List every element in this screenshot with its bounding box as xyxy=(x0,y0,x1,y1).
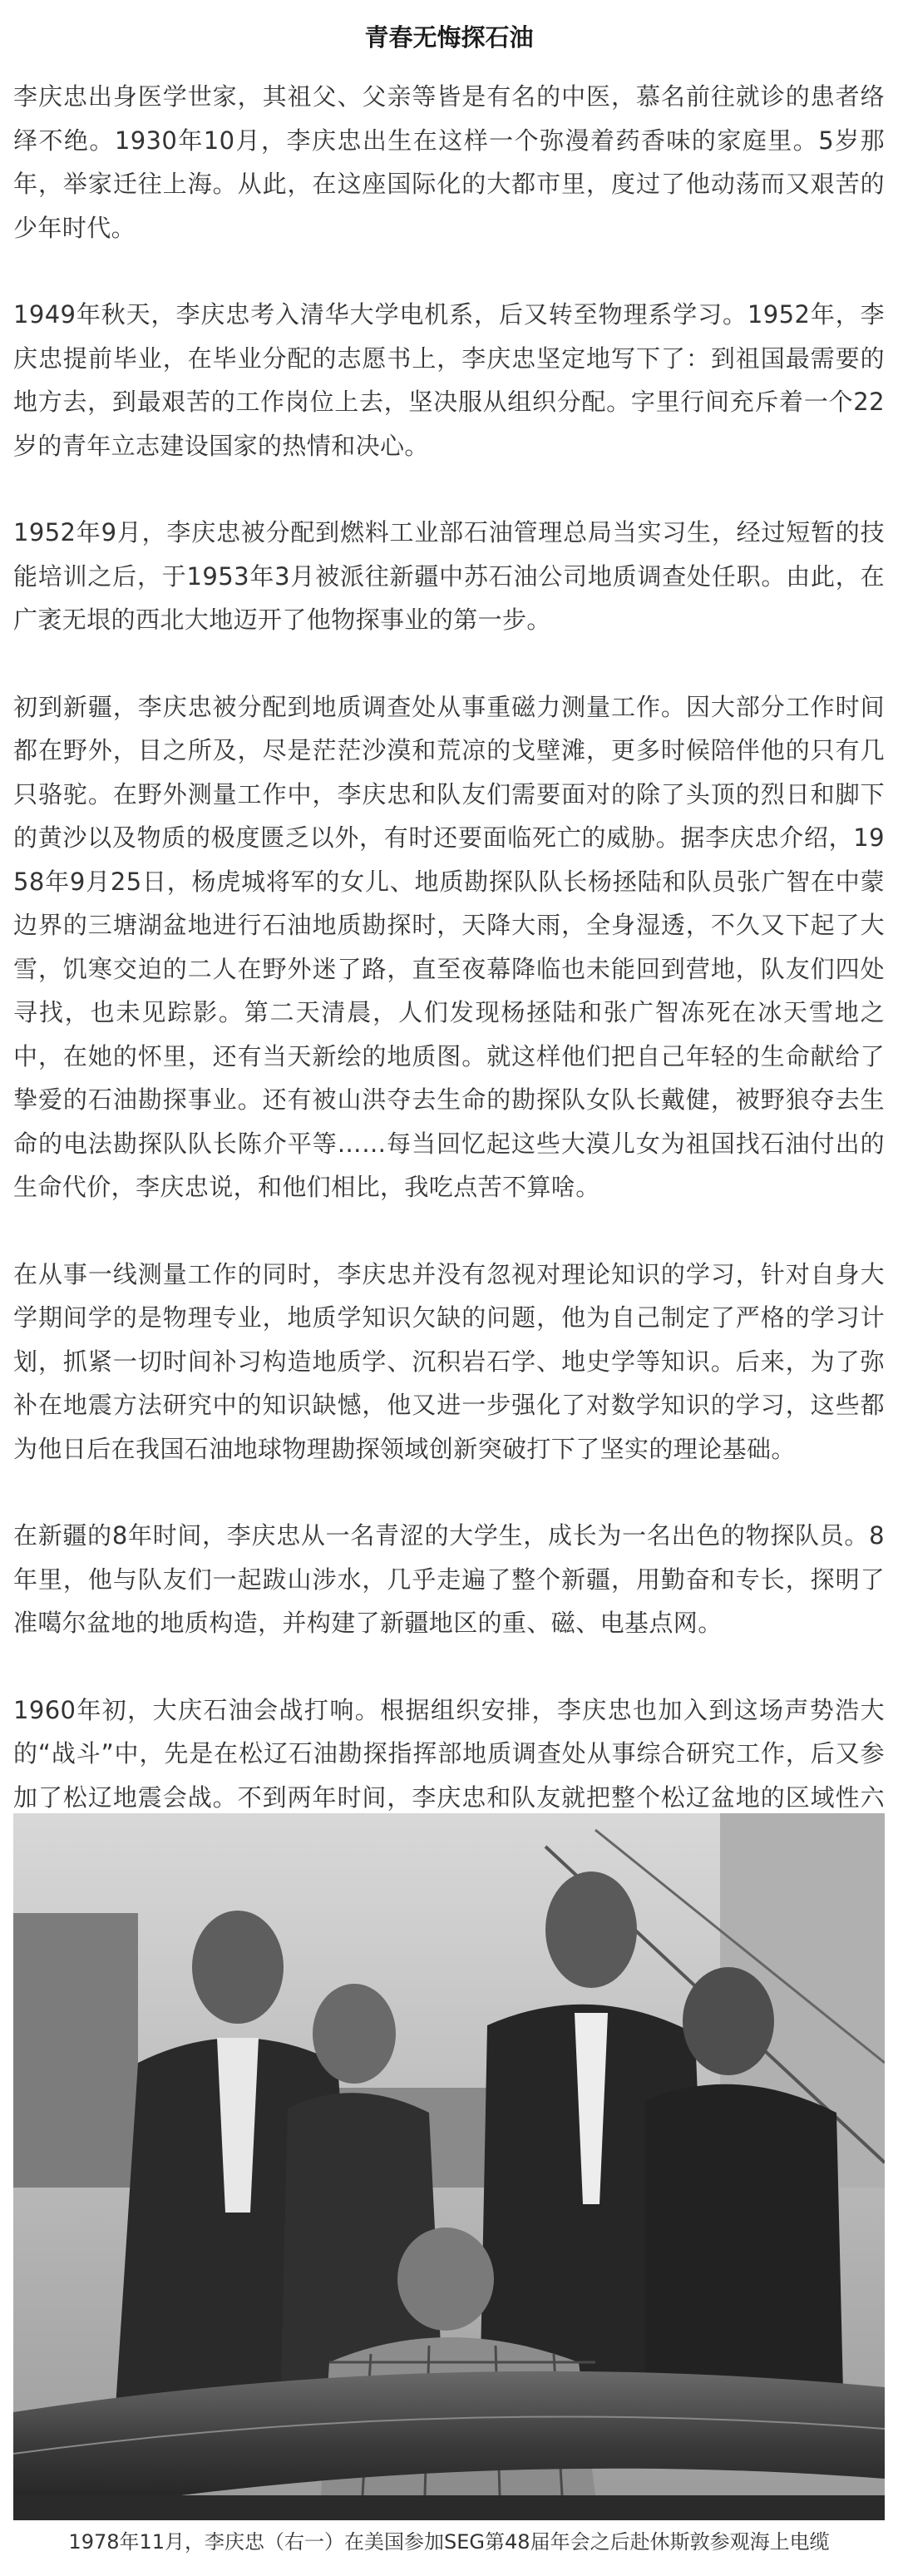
article-paragraph-3: 1952年9月，李庆忠被分配到燃料工业部石油管理总局当实习生，经过短暂的技能培训之后，于1953年3月被派往新疆中苏石油公司地质调查处任职。由此，在广袤无垠的西北大地迈开了他物探事业的第一步。 xyxy=(13,518,885,634)
article-paragraph-4: 初到新疆，李庆忠被分配到地质调查处从事重磁力测量工作。因大部分工作时间都在野外，目之所及，尽是茫茫沙漠和荒凉的戈壁滩，更多时候陪伴他的只有几只骆驼。在野外测量工作中，李庆忠和队友们需要面对的除了头顶的烈日和脚下的黄沙以及物质的极度匮乏以外，有时还要面临死亡的威胁。据李庆忠介绍，1958年9月25日，杨虎城将军的女儿、地质勘探队队长杨拯陆和队员张广智在中蒙边界的三塘湖盆地进行石油地质勘探时，天降大雨，全身湿透，不久又下起了大雪，饥寒交迫的二人在野外迷了路，直至夜幕降临也未能回到营地，队友们四处寻找，也未见踪影。第二天清晨，人们发现杨拯陆和张广智冻死在冰天雪地之中，在她的怀里，还有当天新绘的地质图。就这样他们把自己年轻的生命献给了挚爱的石油勘探事业。还有被山洪夺去生命的勘探队女队长戴健，被野狼夺去生命的电法勘探队队长陈介平等……每当回忆起这些大漠儿女为祖国找石油付出的生命代价，李庆忠说，和他们相比，我吃点苦不算啥。 xyxy=(13,692,885,1201)
photo-caption: 1978年11月，李庆忠（右一）在美国参加SEG第48届年会之后赴休斯敦参观海上电缆 xyxy=(68,2530,830,2554)
article-paragraph-7: 1960年初，大庆石油会战打响。根据组织安排，李庆忠也加入到这场声势浩大的“战斗”中，先是在松辽石油勘探指挥部地质调查处从事综合研究工作，后又参加了松辽地震会战。不到两年时间，李庆忠和队友就把整个松辽盆地的区域性六 xyxy=(13,1695,885,1812)
article-title: 青春无悔探石油 xyxy=(364,23,534,52)
photo-block xyxy=(13,1813,885,2559)
historical-photo xyxy=(13,1813,885,2520)
article-paragraph-1: 李庆忠出身医学世家，其祖父、父亲等皆是有名的中医，慕名前往就诊的患者络绎不绝。1930年10月，李庆忠出生在这样一个弥漫着药香味的家庭里。5岁那年，举家迁往上海。从此，在这座国际化的大都市里，度过了他动荡而又艰苦的少年时代。 xyxy=(13,82,885,242)
article-paragraph-2: 1949年秋天，李庆忠考入清华大学电机系，后又转至物理系学习。1952年，李庆忠提前毕业，在毕业分配的志愿书上，李庆忠坚定地写下了：到祖国最需要的地方去，到最艰苦的工作岗位上去，坚决服从组织分配。字里行间充斥着一个22岁的青年立志建设国家的热情和决心。 xyxy=(13,300,885,460)
article-paragraph-6: 在新疆的8年时间，李庆忠从一名青涩的大学生，成长为一名出色的物探队员。8年里，他与队友们一起跋山涉水，几乎走遍了整个新疆，用勤奋和专长，探明了准噶尔盆地的地质构造，并构建了新疆地区的重、磁、电基点网。 xyxy=(13,1521,885,1637)
article-paragraph-5: 在从事一线测量工作的同时，李庆忠并没有忽视对理论知识的学习，针对自身大学期间学的是物理专业，地质学知识欠缺的问题，他为自己制定了严格的学习计划，抓紧一切时间补习构造地质学、沉积岩石学、地史学等知识。后来，为了弥补在地震方法研究中的知识缺憾，他又进一步强化了对数学知识的学习，这些都为他日后在我国石油地球物理勘探领域创新突破打下了坚实的理论基础。 xyxy=(13,1259,885,1463)
